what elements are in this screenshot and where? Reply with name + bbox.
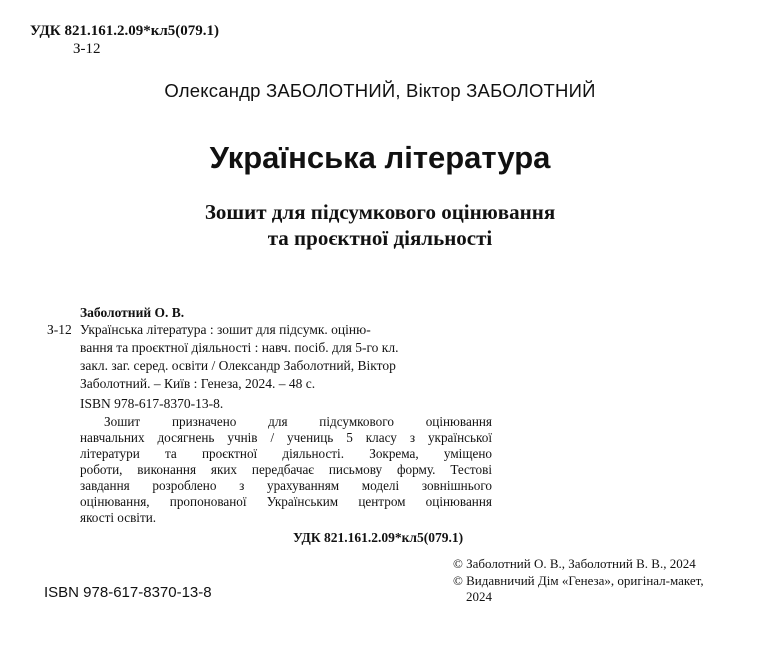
annotation-line: літератури та проєктної діяльності. Зокрема, уміщено: [80, 446, 492, 461]
authors-line: Олександр ЗАБОЛОТНИЙ, Віктор ЗАБОЛОТНИЙ: [164, 80, 596, 101]
copyright-line: © Видавничий Дім «Генеза», оригінал-макет,: [453, 573, 704, 588]
annotation-line: оцінювання, пропонованої Українським центром оцінювання: [80, 494, 492, 509]
catalog-code: З-12: [47, 322, 72, 337]
catalog-isbn: ISBN 978-617-8370-13-8.: [80, 396, 224, 411]
annotation-line: якості освіти.: [80, 510, 157, 525]
catalog-author: Заболотний О. В.: [80, 305, 185, 320]
catalog-udk: УДК 821.161.2.09*кл5(079.1): [293, 530, 464, 545]
annotation-line: Зошит призначено для підсумкового оцінювання: [104, 414, 492, 429]
catalog-description-line: закл. заг. серед. освіти / Олександр Заболотний, Віктор: [80, 358, 396, 373]
footer-isbn: ISBN 978-617-8370-13-8: [44, 584, 212, 601]
annotation-line: роботи, виконання яких передбачає письмову форму. Тестові: [80, 462, 492, 477]
book-title: Українська література: [209, 140, 551, 175]
copyright-line: 2024: [466, 589, 492, 604]
catalog-description-line: Заболотний. – Київ : Генеза, 2024. – 48 с.: [80, 376, 316, 391]
annotation-line: завдання розроблено з урахуванням моделі зовнішнього: [80, 478, 492, 493]
annotation-line: навчальних досягнень учнів / учениць 5 класу з української: [80, 430, 492, 445]
catalog-description-line: вання та проєктної діяльності : навч. посіб. для 5-го кл.: [80, 340, 399, 355]
udk-header: УДК 821.161.2.09*кл5(079.1): [30, 23, 219, 39]
author-code-header: З-12: [73, 41, 101, 57]
copyright-line: © Заболотний О. В., Заболотний В. В., 2024: [453, 556, 696, 571]
book-subtitle-line-2: та проєктної діяльності: [267, 226, 493, 250]
catalog-description-line: Українська література : зошит для підсумк. оціню-: [80, 322, 371, 337]
book-subtitle-line-1: Зошит для підсумкового оцінювання: [204, 200, 556, 224]
